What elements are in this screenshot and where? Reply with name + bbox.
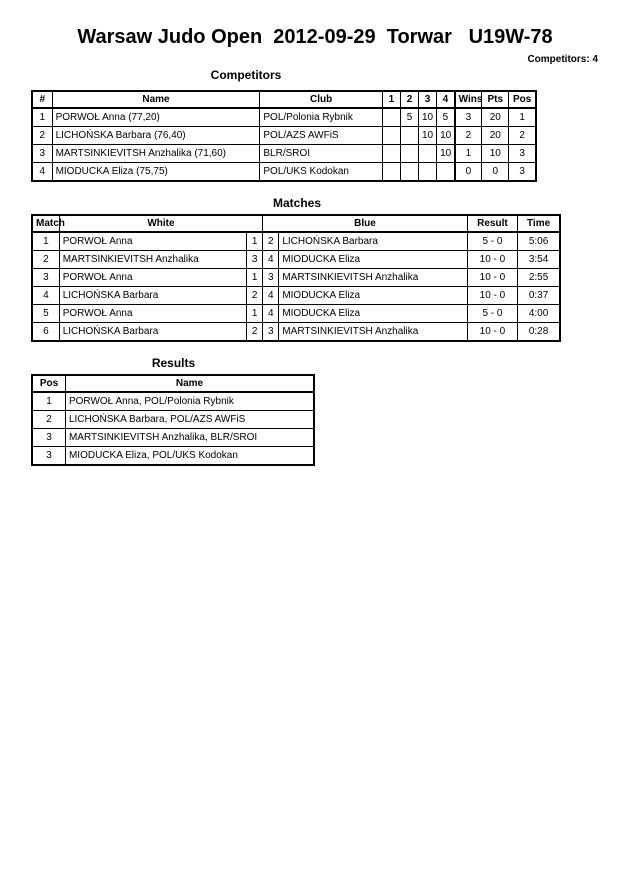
matches-heading: Matches [272, 196, 322, 210]
table-row [32, 145, 536, 163]
table-cell: 0:28 [518, 323, 560, 342]
table-cell: 4 [263, 287, 279, 305]
table-cell: 5:06 [518, 232, 560, 251]
table-cell [382, 127, 400, 145]
table-cell: 3 [32, 447, 65, 466]
matches-col-header: Blue [263, 215, 468, 232]
table-cell: MIODUCKA Eliza [279, 251, 467, 269]
table-cell: LICHOŃSKA Barbara [59, 287, 246, 305]
table-cell: 2:55 [518, 269, 560, 287]
table-cell: 20 [482, 108, 509, 127]
table-cell: POL/AZS AWFiS [260, 127, 382, 145]
table-row [32, 429, 314, 447]
table-cell: 2 [247, 323, 263, 342]
table-cell: MARTSINKIEVITSH Anzhalika, BLR/SROI [65, 429, 314, 447]
competitors-col-header: 1 [382, 91, 400, 108]
table-cell: MIODUCKA Eliza [279, 305, 467, 323]
table-cell: 1 [455, 145, 482, 163]
results-table [31, 374, 315, 466]
table-cell: 5 - 0 [467, 305, 517, 323]
table-cell: 4 [32, 287, 59, 305]
table-row [32, 447, 314, 466]
table-row [32, 411, 314, 429]
table-cell: 2 [509, 127, 536, 145]
table-cell: 3 [32, 269, 59, 287]
table-cell: 3 [509, 163, 536, 182]
table-cell: 1 [247, 269, 263, 287]
table-cell: MARTSINKIEVITSH Anzhalika [59, 251, 246, 269]
table-cell: MIODUCKA Eliza [279, 287, 467, 305]
table-cell: 10 [419, 108, 437, 127]
table-cell: 2 [32, 251, 59, 269]
table-cell: 3 [32, 145, 52, 163]
competitors-col-header: 2 [400, 91, 418, 108]
table-cell: 5 [32, 305, 59, 323]
table-cell: PORWOŁ Anna [59, 269, 246, 287]
table-cell: MARTSINKIEVITSH Anzhalika (71,60) [52, 145, 260, 163]
table-cell [400, 163, 418, 182]
results-col-header: Pos [32, 375, 65, 392]
table-cell [400, 145, 418, 163]
competitors-count: Competitors: 4 [527, 54, 598, 65]
table-cell: PORWOŁ Anna [59, 232, 246, 251]
table-cell: 2 [263, 232, 279, 251]
table-row [32, 251, 560, 269]
table-cell: 10 [437, 145, 455, 163]
table-cell: PORWOŁ Anna [59, 305, 246, 323]
table-cell: 5 [400, 108, 418, 127]
table-cell: 10 [419, 127, 437, 145]
table-cell: MIODUCKA Eliza (75,75) [52, 163, 260, 182]
table-cell [382, 163, 400, 182]
table-cell: 3:54 [518, 251, 560, 269]
matches-table [31, 214, 561, 342]
table-cell [382, 145, 400, 163]
table-cell: 10 [437, 127, 455, 145]
table-cell: 20 [482, 127, 509, 145]
table-cell: BLR/SROI [260, 145, 382, 163]
table-cell: LICHOŃSKA Barbara [279, 232, 467, 251]
results-heading: Results [151, 356, 196, 370]
table-cell: 4 [263, 251, 279, 269]
competitors-col-header: Pos [509, 91, 536, 108]
table-cell: 3 [455, 108, 482, 127]
table-cell: 4:00 [518, 305, 560, 323]
table-cell: 0:37 [518, 287, 560, 305]
table-row [32, 269, 560, 287]
table-cell: 5 - 0 [467, 232, 517, 251]
table-cell: MARTSINKIEVITSH Anzhalika [279, 269, 467, 287]
competitors-table [31, 90, 537, 182]
table-cell: 10 - 0 [467, 269, 517, 287]
table-cell: POL/UKS Kodokan [260, 163, 382, 182]
table-cell: LICHOŃSKA Barbara, POL/AZS AWFiS [65, 411, 314, 429]
matches-col-header: White [59, 215, 263, 232]
table-cell: 3 [263, 269, 279, 287]
competitors-col-header: 4 [437, 91, 455, 108]
matches-col-header: Match [32, 215, 59, 232]
table-cell: 0 [482, 163, 509, 182]
table-cell: 1 [32, 232, 59, 251]
table-cell: 10 - 0 [467, 287, 517, 305]
table-cell: 10 - 0 [467, 251, 517, 269]
competitors-col-header: Wins [455, 91, 482, 108]
table-cell: 1 [32, 108, 52, 127]
table-cell: 3 [247, 251, 263, 269]
table-cell: 0 [455, 163, 482, 182]
table-cell: 3 [509, 145, 536, 163]
table-cell [400, 127, 418, 145]
table-cell: 2 [455, 127, 482, 145]
table-cell: 4 [263, 305, 279, 323]
competitors-col-header: Name [52, 91, 260, 108]
competitors-col-header: Pts [482, 91, 509, 108]
table-cell: LICHOŃSKA Barbara (76,40) [52, 127, 260, 145]
table-cell: 10 - 0 [467, 323, 517, 342]
table-cell: PORWOŁ Anna (77,20) [52, 108, 260, 127]
table-cell: 4 [32, 163, 52, 182]
table-cell: MIODUCKA Eliza, POL/UKS Kodokan [65, 447, 314, 466]
table-row [32, 232, 560, 251]
competitors-col-header: Club [260, 91, 382, 108]
table-row [32, 163, 536, 182]
table-row [32, 323, 560, 342]
competitors-heading: Competitors [210, 68, 282, 82]
table-cell: 2 [32, 411, 65, 429]
table-cell: 3 [32, 429, 65, 447]
table-cell: 1 [247, 232, 263, 251]
table-cell: PORWOŁ Anna, POL/Polonia Rybnik [65, 392, 314, 411]
table-cell [382, 108, 400, 127]
table-row [32, 287, 560, 305]
competitors-col-header: # [32, 91, 52, 108]
table-cell: POL/Polonia Rybnik [260, 108, 382, 127]
matches-col-header: Time [518, 215, 560, 232]
table-row [32, 392, 314, 411]
table-row [32, 108, 536, 127]
table-cell: 6 [32, 323, 59, 342]
matches-col-header: Result [467, 215, 517, 232]
results-col-header: Name [65, 375, 314, 392]
table-cell: MARTSINKIEVITSH Anzhalika [279, 323, 467, 342]
table-cell: 1 [509, 108, 536, 127]
table-row [32, 127, 536, 145]
table-cell [419, 163, 437, 182]
page-title: Warsaw Judo Open 2012-09-29 Torwar U19W-78 [77, 26, 553, 48]
competitors-col-header: 3 [419, 91, 437, 108]
table-cell: 1 [32, 392, 65, 411]
table-cell: 10 [482, 145, 509, 163]
table-cell: 2 [32, 127, 52, 145]
table-cell [419, 145, 437, 163]
table-cell: LICHOŃSKA Barbara [59, 323, 246, 342]
table-cell: 1 [247, 305, 263, 323]
table-cell: 5 [437, 108, 455, 127]
table-row [32, 305, 560, 323]
table-cell [437, 163, 455, 182]
table-cell: 2 [247, 287, 263, 305]
table-cell: 3 [263, 323, 279, 342]
